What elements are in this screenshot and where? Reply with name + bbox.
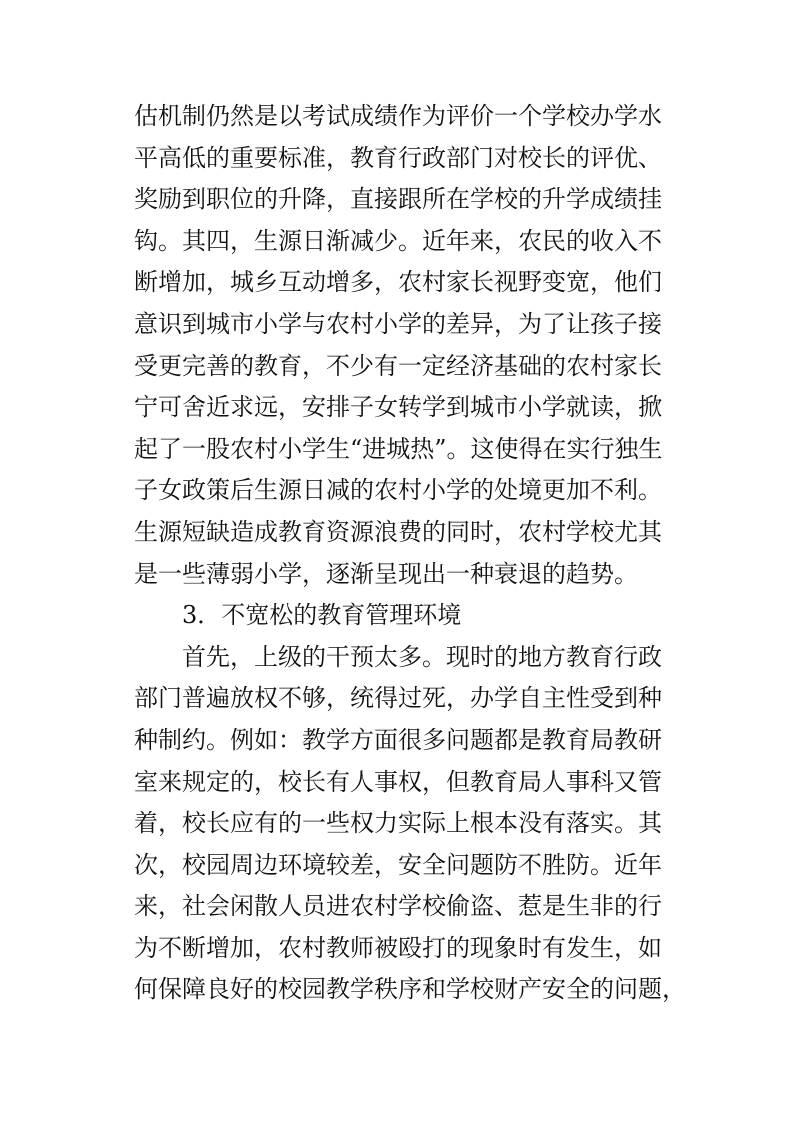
text-line: 来，社会闲散人员进农村学校偷盗、惹是生非的行 (134, 892, 662, 921)
text-line: 意识到城市小学与农村小学的差异，为了让孩子接 (134, 309, 662, 338)
text-line: 钩。其四，生源日渐减少。近年来，农民的收入不 (134, 226, 662, 255)
text-line: 何保障良好的校园教学秩序和学校财产安全的问题， (134, 975, 686, 1004)
text-line: 奖励到职位的升降，直接跟所在学校的升学成绩挂 (134, 185, 662, 214)
text-line: 生源短缺造成教育资源浪费的同时，农村学校尤其 (134, 517, 662, 546)
text-line: 是一些薄弱小学，逐渐呈现出一种衰退的趋势。 (134, 559, 638, 588)
text-line: 部门普遍放权不够，统得过死，办学自主性受到种 (134, 684, 662, 713)
text-line: 受更完善的教育，不少有一定经济基础的农村家长 (134, 351, 662, 380)
text-line: 种制约。例如：教学方面很多问题都是教育局教研 (134, 725, 662, 754)
text-line: 起了一股农村小学生“进城热”。这使得在实行独生 (134, 434, 663, 463)
text-line: 为不断增加，农村教师被殴打的现象时有发生，如 (134, 933, 662, 962)
text-line: 子女政策后生源日减的农村小学的处境更加不利。 (134, 476, 662, 505)
section-heading: 3．不宽松的教育管理环境 (182, 601, 462, 630)
text-line: 室来规定的，校长有人事权，但教育局人事科又管 (134, 767, 662, 796)
text-line: 宁可舍近求远，安排子女转学到城市小学就读，掀 (134, 393, 662, 422)
paragraph-first-line: 首先，上级的干预太多。现时的地方教育行政 (182, 642, 662, 671)
body-text (134, 96, 686, 1011)
text-line: 估机制仍然是以考试成绩作为评价一个学校办学水 (134, 102, 662, 130)
text-line: 平高低的重要标准，教育行政部门对校长的评优、 (134, 143, 662, 172)
text-line: 次，校园周边环境较差，安全问题防不胜防。近年 (134, 850, 662, 879)
text-line: 着，校长应有的一些权力实际上根本没有落实。其 (134, 809, 662, 838)
text-line: 断增加，城乡互动增多，农村家长视野变宽，他们 (134, 268, 662, 297)
